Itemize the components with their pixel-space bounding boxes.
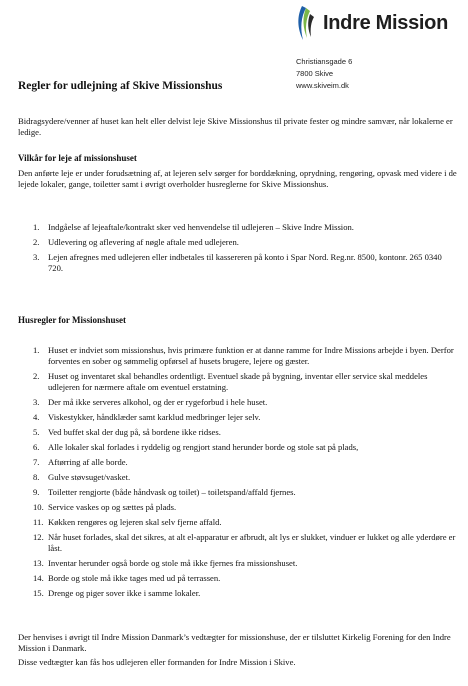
section-heading-house-rules: Husregler for Missionshuset: [18, 315, 127, 325]
address-city: 7800 Skive: [296, 69, 334, 78]
list-item: 4. Viskestykker, håndklæder samt karklud medbringer lejer selv.: [33, 412, 261, 422]
list-item: 2. Huset og inventaret skal behandles ordentligt. Eventuel skade på bygning, inventar eller service skal meddeles udlejeren for nærmere aftale om eventuel erstatning.: [33, 371, 428, 392]
list-item: 6. Alle lokaler skal forlades i ryddelig og rengjort stand herunder borde og stole sat på plads,: [33, 442, 359, 452]
house-rules-list: [18, 345, 456, 603]
list-item: 10. Service vaskes op og sættes på plads.: [33, 502, 177, 512]
list-item: 3. Der må ikke serveres alkohol, og der er rygeforbud i hele huset.: [33, 397, 268, 407]
list-item: 11. Køkken rengøres og lejeren skal selv fjerne affald.: [33, 517, 222, 527]
list-item: 3. Lejen afregnes med udlejeren eller indbetales til kassereren på konto i Spar Nord. Reg.nr. 8500, kontonr. 265 0340 720.: [33, 252, 442, 273]
list-item: 8. Gulve støvsuget/vasket.: [33, 472, 131, 482]
logo-wordmark: Indre Mission: [323, 12, 449, 34]
list-item: 15. Drenge og piger sover ikke i samme lokaler.: [33, 588, 201, 598]
organization-logo: [293, 4, 463, 44]
footer-note-statutes: Der henvises i øvrigt til Indre Mission Danmark’s vedtægter for missionshuse, der er tilsluttet Kirkelig Forening for den Indre Mission i Danmark.: [18, 632, 451, 653]
list-item: 7. Aftørring af alle borde.: [33, 457, 128, 467]
list-item: 1. Huset er indviet som missionshus, hvis primære funktion er at danne ramme for Indre Missions arbejde i byen. Derfor forventes en sober og sømmelig opførsel af husets brugere, lejere og gæster.: [33, 345, 454, 366]
list-item: 5. Ved buffet skal der dug på, så bordene ikke ridses.: [33, 427, 221, 437]
section-heading-terms: Vilkår for leje af missionshuset: [18, 153, 137, 163]
cross-flame-icon: [293, 4, 321, 42]
terms-paragraph: Den anførte leje er under forudsætning af, at lejeren selv sørger for borddækning, oprydning, rengøring, opvask med videre i de lejede lokaler, gange, toiletter samt i øvrigt overholder husreglerne for Skive Missionshus.: [18, 168, 457, 189]
document-title: Regler for udlejning af Skive Missionshus: [18, 80, 223, 92]
address-block: [296, 56, 352, 92]
footer-note-availability: Disse vedtægter kan fås hos udlejeren eller formanden for Indre Mission i Skive.: [18, 657, 296, 667]
terms-list: [18, 222, 456, 278]
address-street: Christiansgade 6: [296, 57, 353, 66]
intro-paragraph: Bidragsydere/venner af huset kan helt eller delvist leje Skive Missionshus til private fester og mindre samvær, når lokalerne er ledige.: [18, 116, 453, 137]
list-item: 12. Når huset forlades, skal det sikres, at alt el-apparatur er afbrudt, alt lys er slukket, vinduer er lukket og alle yderdøre er låst.: [33, 532, 456, 553]
list-item: 9. Toiletter rengjorte (både håndvask og toilet) – toiletspand/affald fjernes.: [33, 487, 296, 497]
address-website: www.skiveim.dk: [296, 81, 349, 90]
list-item: 14. Borde og stole må ikke tages med ud på terrassen.: [33, 573, 221, 583]
list-item: 1. Indgåelse af lejeaftale/kontrakt sker ved henvendelse til udlejeren – Skive Indre Mission.: [33, 222, 354, 232]
list-item: 13. Inventar herunder også borde og stole må ikke fjernes fra missionshuset.: [33, 558, 298, 568]
list-item: 2. Udlevering og aflevering af nøgle aftale med udlejeren.: [33, 237, 239, 247]
